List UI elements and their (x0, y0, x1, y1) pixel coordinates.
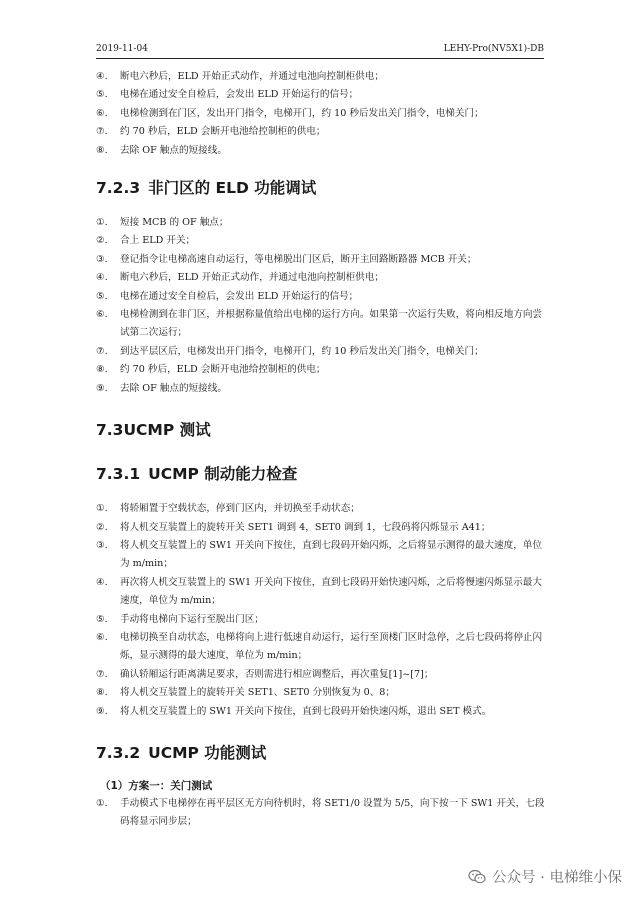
list-item-text: 将人机交互装置上的旋转开关 SET1 调到 4，SET0 调到 1，七段码将闪烁显示 A41； (120, 521, 491, 533)
list-item (96, 361, 546, 379)
list-item (96, 611, 546, 629)
list-item (96, 142, 546, 160)
section-heading-7-3-1 (96, 464, 546, 484)
section-heading-7-2-3 (96, 178, 546, 198)
list-item-text: 电梯切换至自动状态，电梯将向上进行低速自动运行，运行至顶楼门区时急停，之后七段码将停止闪烁，显示测得的最大速度，单位为 m/min； (120, 631, 543, 662)
list-item (96, 703, 546, 721)
list-eld-non-door-zone (96, 214, 546, 398)
list-item (96, 123, 546, 141)
list-item-text: 再次将人机交互装置上的 SW1 开关向下按住，直到七段码开始快速闪烁，之后将慢速闪烁显示最大速度，单位为 m/min； (120, 576, 542, 607)
section-title: UCMP 测试 (123, 421, 211, 440)
section-number: 7.3.1 (96, 465, 141, 484)
list-item-text: 手动模式下电梯停在再平层区无方向待机时，将 SET1/0 设置为 5/5，向下按一下 SW1 开关，七段码将显示同步层； (120, 797, 545, 828)
list-item-text: 短接 MCB 的 OF 触点； (120, 217, 229, 229)
list-item-text: 电梯在通过安全自检后，会发出 ELD 开始运行的信号； (120, 290, 359, 302)
list-item (96, 105, 546, 123)
list-item-text: 合上 ELD 开关； (120, 235, 196, 247)
list-item (96, 288, 546, 306)
page-header (96, 44, 544, 59)
list-item-number: ⑥. (96, 309, 108, 321)
list-item-number: ④. (96, 272, 108, 284)
watermark (468, 866, 622, 887)
list-item (96, 306, 546, 343)
list-item-text: 确认轿厢运行距离满足要求，否则需进行相应调整后，再次重复[1]~[7]； (120, 668, 434, 680)
list-item-number: ①. (96, 797, 108, 809)
list-item-number: ⑥. (96, 631, 108, 643)
list-ucmp-door-close-test (96, 795, 546, 832)
list-item (96, 86, 546, 104)
list-item (96, 537, 546, 574)
list-item (96, 519, 546, 537)
list-item (96, 251, 546, 269)
list-item-number: ⑥. (96, 107, 108, 119)
list-item-text: 约 70 秒后，ELD 会断开电池给控制柜的供电； (120, 126, 326, 138)
list-item-text: 电梯检测到在门区，发出开门指令，电梯开门，约 10 秒后发出关门指令，电梯关门； (120, 107, 484, 119)
list-item-number: ⑦. (96, 668, 108, 680)
list-item-text: 将轿厢置于空载状态，停到门区内，并切换至手动状态； (120, 503, 360, 515)
section-heading-7-3-2 (96, 743, 546, 763)
list-item-number: ⑧. (96, 144, 108, 156)
list-item-text: 去除 OF 触点的短接线。 (120, 382, 227, 394)
wechat-icon (468, 869, 486, 885)
list-item (96, 666, 546, 684)
subheading-option-one: （1）方案一：关门测试 (100, 779, 213, 792)
list-item-text: 约 70 秒后，ELD 会断开电池给控制柜的供电； (120, 364, 326, 376)
list-item (96, 343, 546, 361)
list-item (96, 629, 546, 666)
watermark-text: 公众号 · 电梯维小保 (492, 870, 622, 886)
list-item-text: 手动将电梯向下运行至脱出门区； (120, 613, 264, 625)
list-item (96, 269, 546, 287)
section-title: UCMP 制动能力检查 (148, 465, 298, 484)
list-item-number: ⑧. (96, 364, 108, 376)
list-item-number: ⑨. (96, 382, 108, 394)
list-item-text: 将人机交互装置上的旋转开关 SET1、SET0 分别恢复为 0、8； (120, 687, 395, 699)
list-eld-door-zone-cont (96, 68, 546, 160)
list-item (96, 380, 546, 398)
list-item-text: 将人机交互装置上的 SW1 开关向下按住，直到七段码开始快速闪烁，退出 SET 模式。 (120, 705, 492, 717)
list-item-text: 断电六秒后，ELD 开始正式动作，并通过电池向控制柜供电； (120, 71, 384, 82)
list-item (96, 214, 546, 232)
list-item-number: ⑨. (96, 705, 108, 717)
list-item (96, 795, 546, 832)
list-item-number: ④. (96, 576, 108, 588)
list-item-number: ⑤. (96, 290, 108, 302)
list-item-number: ⑤. (96, 613, 108, 625)
list-item-text: 去除 OF 触点的短接线。 (120, 144, 227, 156)
document-body (96, 68, 546, 832)
list-item-number: ②. (96, 521, 108, 533)
list-item-text: 登记指令让电梯高速自动运行，等电梯脱出门区后，断开主回路断路器 MCB 开关； (120, 253, 477, 265)
section-title: 非门区的 ELD 功能调试 (148, 179, 317, 198)
header-date: 2019-11-04 (96, 44, 148, 54)
list-item (96, 68, 546, 86)
section-number: 7.3.2 (96, 743, 141, 762)
section-title: UCMP 功能测试 (148, 743, 267, 762)
list-item (96, 232, 546, 250)
list-item-text: 将人机交互装置上的 SW1 开关向下按住，直到七段码开始闪烁，之后将显示测得的最大速度，单位为 m/min； (120, 539, 542, 570)
list-item (96, 684, 546, 702)
list-item-number: ⑧. (96, 687, 108, 699)
list-item-text: 电梯在通过安全自检后，会发出 ELD 开始运行的信号； (120, 89, 359, 101)
list-item-number: ⑤. (96, 89, 108, 101)
list-item-text: 电梯检测到在非门区，并根据称量值给出电梯的运行方向。如果第一次运行失败，将向相反地方向尝试第二次运行； (120, 309, 543, 339)
list-item-number: ①. (96, 503, 108, 515)
list-item-number: ③. (96, 539, 108, 551)
list-item-number: ②. (96, 235, 108, 247)
list-item-number: ⑦. (96, 126, 108, 138)
list-item-text: 到达平层区后，电梯发出开门指令，电梯开门，约 10 秒后发出关门指令，电梯关门； (120, 345, 484, 357)
list-item-text: 断电六秒后，ELD 开始正式动作，并通过电池向控制柜供电； (120, 272, 384, 284)
list-item-number: ③. (96, 253, 108, 265)
section-number: 7.3 (96, 421, 124, 440)
list-item (96, 500, 546, 518)
list-item-number: ①. (96, 217, 108, 229)
section-number: 7.2.3 (96, 179, 141, 198)
list-ucmp-brake-check (96, 500, 546, 721)
list-item-number: ⑦. (96, 345, 108, 357)
header-doc-id: LEHY-Pro(NV5X1)-DB (443, 44, 544, 54)
section-heading-7-3 (96, 420, 546, 440)
list-item-number: ④. (96, 71, 108, 82)
list-item (96, 574, 546, 611)
